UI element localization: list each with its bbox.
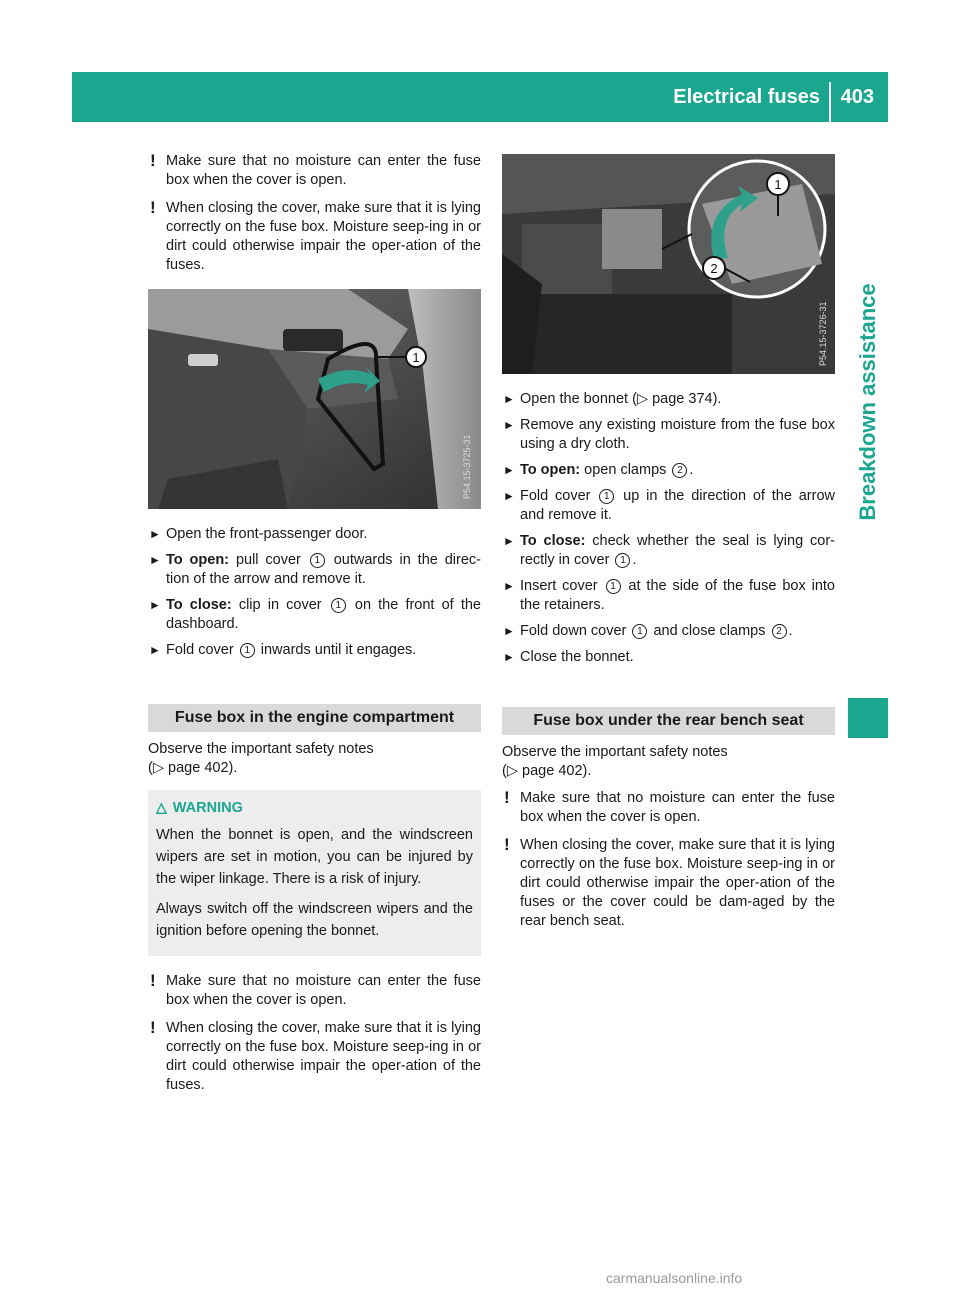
callout-number: 1 [606, 579, 621, 594]
svg-text:2: 2 [710, 261, 718, 276]
page-link[interactable]: page 374). [652, 391, 722, 407]
left-column [148, 152, 481, 1104]
warning-triangle-icon: △ [156, 799, 167, 815]
note-text: Make sure that no moisture can enter the fuse box when the cover is open. [520, 790, 835, 825]
page-ref-icon: ▷ [152, 760, 164, 776]
header-title: Electrical fuses [673, 86, 820, 108]
callout-number: 2 [672, 463, 687, 478]
step-arrow-icon: ► [503, 463, 515, 477]
note-icon: ! [150, 1018, 156, 1037]
page-link[interactable]: page 402). [522, 763, 592, 779]
side-tab-label: Breakdown assistance [855, 283, 880, 521]
header-divider [829, 82, 831, 122]
callout-number: 1 [615, 553, 630, 568]
note [148, 1019, 481, 1095]
step-arrow-icon: ► [149, 643, 161, 657]
note-text: When closing the cover, make sure that it is lying correctly on the fuse box. Moisture seep-ing in or dirt could otherwise impair the oper-ation of the fuses or the cover could be dam-aged by the rear bench seat. [520, 837, 835, 929]
instruction-step: ► To close: check whether the seal is lying cor-rectly in cover 1 . [503, 533, 835, 568]
note-icon: ! [504, 788, 510, 807]
callout-number: 1 [331, 598, 346, 613]
note-text: Make sure that no moisture can enter the fuse box when the cover is open. [166, 153, 481, 188]
step-arrow-icon: ► [503, 392, 515, 406]
step-arrow-icon: ► [503, 418, 515, 432]
svg-text:1: 1 [774, 177, 782, 192]
note-icon: ! [150, 198, 156, 217]
callout-number: 1 [599, 489, 614, 504]
warning-text: When the bonnet is open, and the windscreen wipers are set in motion, you can be injured by the wiper linkage. There is a risk of injury. [156, 827, 473, 887]
step-arrow-icon: ► [503, 624, 515, 638]
instruction-step: ► Fold down cover 1 and close clamps 2 . [503, 623, 793, 639]
instruction-step: ► Close the bonnet. [503, 649, 634, 665]
dashboard-fusebox-photo [148, 289, 481, 509]
note-icon: ! [150, 971, 156, 990]
note [502, 836, 835, 931]
note [148, 972, 481, 1010]
step-arrow-icon: ► [149, 527, 161, 541]
step-arrow-icon: ► [149, 553, 161, 567]
side-tab-marker [848, 698, 888, 738]
note [502, 789, 835, 827]
engine-fusebox-photo [502, 154, 835, 374]
side-tab [848, 122, 888, 682]
step-arrow-icon: ► [503, 534, 515, 548]
note [148, 199, 481, 275]
section-heading: Fuse box in the engine compartment [148, 704, 481, 732]
warning-title: △ WARNING [156, 799, 243, 816]
section-heading: Fuse box under the rear bench seat [502, 707, 835, 735]
instruction-step: ► Open the bonnet (▷ page 374). [503, 391, 722, 407]
instruction-step: ► Open the front-passenger door. [149, 526, 368, 542]
step-arrow-icon: ► [149, 598, 161, 612]
step-arrow-icon: ► [503, 579, 515, 593]
warning-text: Always switch off the windscreen wipers and the ignition before opening the bonnet. [156, 901, 473, 939]
instruction-step: ► To open: pull cover 1 outwards in the direc-tion of the arrow and remove it. [149, 552, 482, 587]
safety-reference: Observe the important safety notes (▷ page 402). [148, 741, 374, 776]
instruction-step: ► To open: open clamps 2 . [503, 462, 694, 478]
page-ref-icon: ▷ [506, 763, 518, 779]
note [148, 152, 481, 190]
instruction-step: ► Fold cover 1 inwards until it engages. [149, 642, 417, 658]
callout-number: 2 [772, 624, 787, 639]
note-icon: ! [504, 835, 510, 854]
note-text: When closing the cover, make sure that it is lying correctly on the fuse box. Moisture seep-ing in or dirt could otherwise impair the oper-ation of the fuses. [166, 1020, 481, 1093]
svg-text:P54.15-3725-31: P54.15-3725-31 [462, 434, 472, 499]
step-arrow-icon: ► [503, 650, 515, 664]
watermark: carmanualsonline.info [606, 1270, 743, 1286]
instruction-step: ► Fold cover 1 up in the direction of the arrow and remove it. [503, 488, 835, 523]
right-column [502, 152, 835, 940]
instruction-step: ► Remove any existing moisture from the fuse box using a dry cloth. [503, 417, 835, 452]
callout-number: 1 [632, 624, 647, 639]
callout-number: 1 [240, 643, 255, 658]
page-link[interactable]: page 402). [168, 760, 238, 776]
note-text: Make sure that no moisture can enter the fuse box when the cover is open. [166, 973, 481, 1008]
svg-text:P54.15-3726-31: P54.15-3726-31 [818, 301, 828, 366]
page-number: 403 [840, 86, 874, 108]
instruction-step: ► To close: clip in cover 1 on the front of the dashboard. [149, 597, 481, 632]
page-ref-icon: ▷ [636, 391, 649, 407]
instruction-step: ► Insert cover 1 at the side of the fuse box into the retainers. [503, 578, 835, 613]
step-arrow-icon: ► [503, 489, 515, 503]
note-text: When closing the cover, make sure that it is lying correctly on the fuse box. Moisture seep-ing in or dirt could otherwise impair the oper-ation of the fuses. [166, 200, 481, 273]
safety-reference: Observe the important safety notes (▷ page 402). [502, 744, 728, 779]
svg-text:1: 1 [412, 350, 420, 365]
note-icon: ! [150, 151, 156, 170]
warning-box [148, 790, 481, 956]
callout-number: 1 [310, 553, 325, 568]
page-header [72, 72, 888, 122]
